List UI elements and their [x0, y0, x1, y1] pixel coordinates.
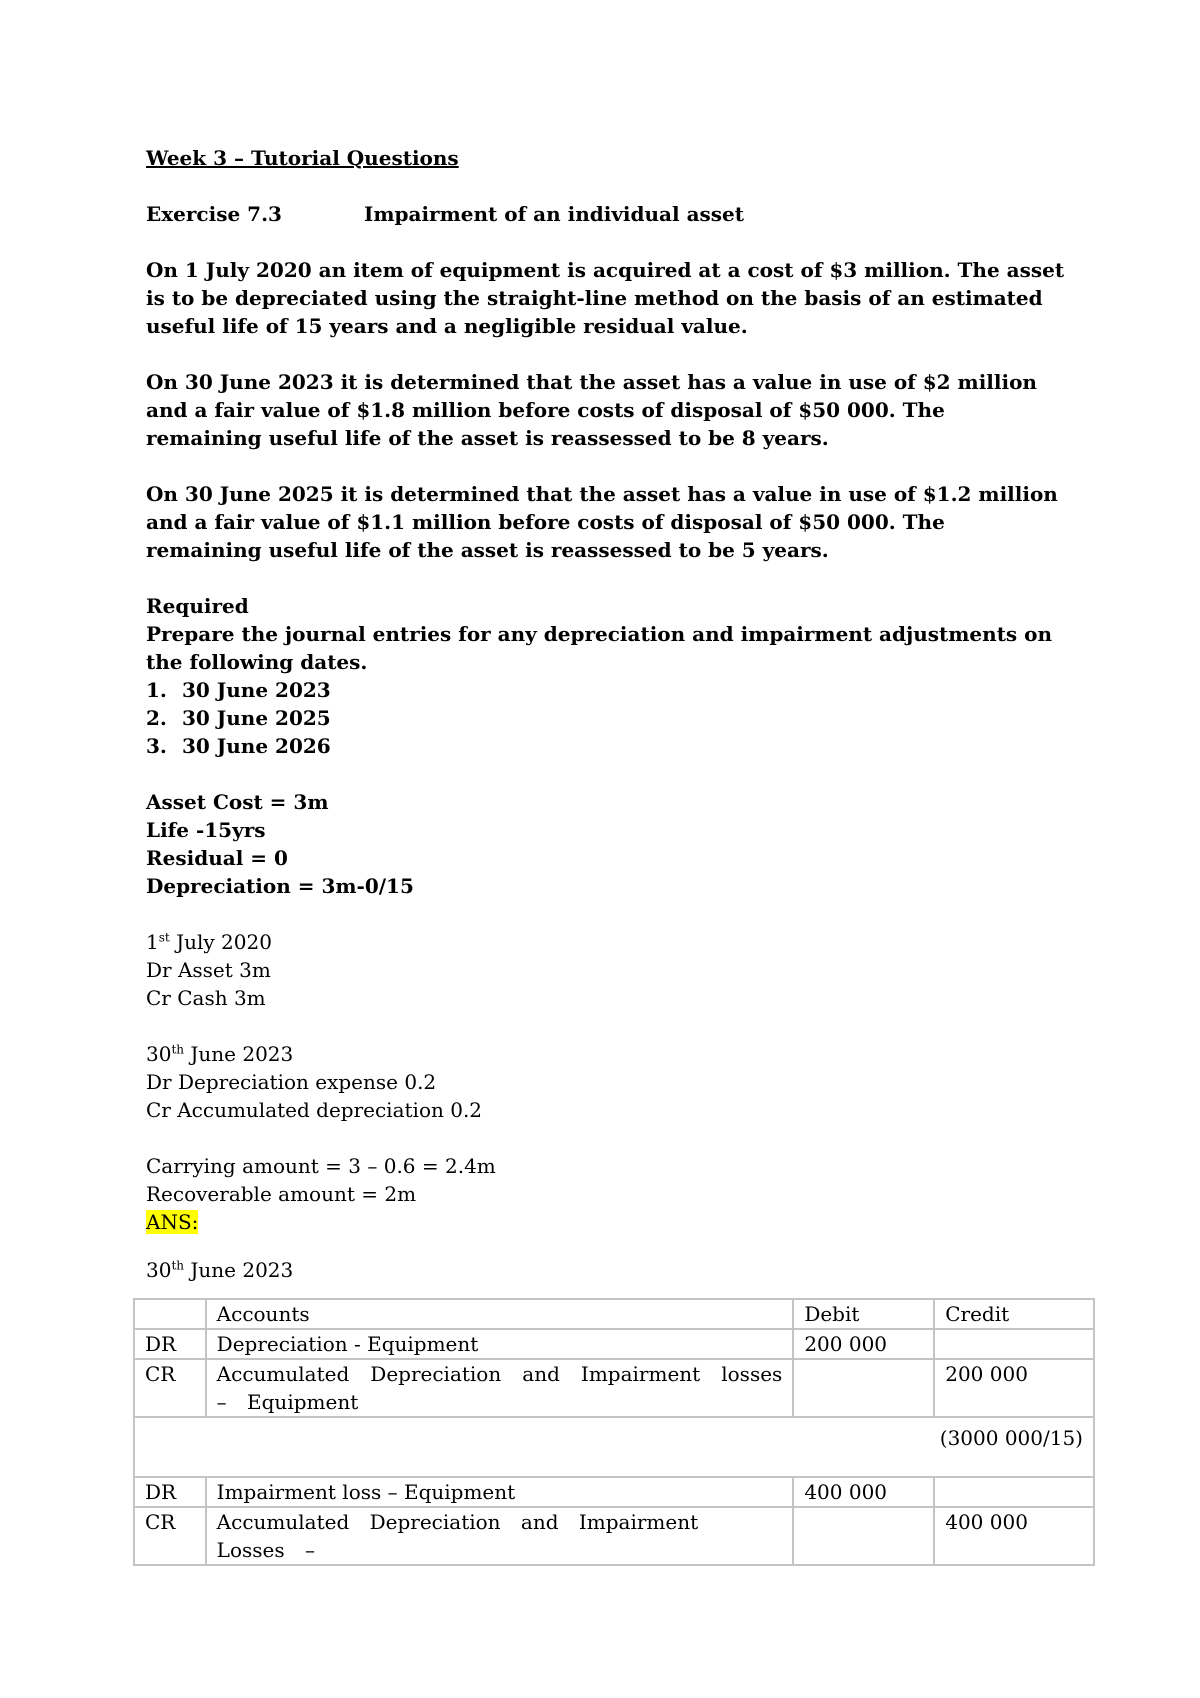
list-item — [146, 676, 1066, 704]
table-header-cell — [134, 1299, 206, 1329]
entry-credit-line: Cr Cash 3m — [146, 986, 266, 1010]
journal-table — [133, 1298, 1095, 1566]
debit-cell: 400 000 — [793, 1477, 934, 1507]
account-cell: Depreciation - Equipment — [206, 1329, 794, 1359]
page-title: Week 3 – Tutorial Questions — [146, 146, 459, 170]
amounts-block — [146, 1152, 1066, 1236]
entry-debit-line: Dr Depreciation expense 0.2 — [146, 1070, 437, 1094]
list-item-number: 1. — [146, 678, 167, 702]
table-row — [134, 1507, 1094, 1565]
calculation-note-cell — [134, 1417, 1094, 1477]
date-suffix: th — [171, 1042, 185, 1057]
entry-type-cell: CR — [134, 1507, 206, 1565]
answer-label: ANS: — [146, 1210, 199, 1234]
required-section — [146, 592, 1066, 760]
table-row — [134, 1359, 1094, 1417]
entry-type-cell: DR — [134, 1477, 206, 1507]
required-text: Prepare the journal entries for any depreciation and impairment adjustments on the following dates. — [146, 622, 1053, 674]
acquisition-entry — [146, 928, 1066, 1012]
list-item-label: 30 June 2025 — [182, 706, 331, 730]
asset-cost-line: Asset Cost = 3m — [146, 790, 329, 814]
entry-debit-line: Dr Asset 3m — [146, 958, 271, 982]
residual-line: Residual = 0 — [146, 846, 288, 870]
exercise-number: Exercise 7.3 — [146, 202, 282, 226]
table-header-cell: Credit — [934, 1299, 1094, 1329]
entry-type-cell: DR — [134, 1329, 206, 1359]
calculation-note: (3000 000/15) — [939, 1426, 1083, 1450]
depreciation-entry — [146, 1040, 1066, 1124]
required-heading: Required — [146, 594, 249, 618]
table-row — [134, 1329, 1094, 1359]
entry-credit-line: Cr Accumulated depreciation 0.2 — [146, 1098, 483, 1122]
date-month-year: June 2023 — [184, 1042, 294, 1066]
required-dates-list — [146, 676, 1066, 760]
entry-type-cell: CR — [134, 1359, 206, 1417]
carrying-amount-line: Carrying amount = 3 – 0.6 = 2.4m — [146, 1154, 496, 1178]
credit-cell — [934, 1477, 1094, 1507]
credit-cell: 200 000 — [934, 1359, 1094, 1417]
table-header-cell: Debit — [793, 1299, 934, 1329]
list-item-number: 3. — [146, 734, 167, 758]
list-item-label: 30 June 2026 — [182, 734, 331, 758]
date-day: 1 — [146, 930, 159, 954]
date-suffix: st — [158, 930, 170, 945]
recoverable-amount-line: Recoverable amount = 2m — [146, 1182, 417, 1206]
debit-cell: 200 000 — [793, 1329, 934, 1359]
account-cell: Accumulated Depreciation and Impairment Losses – — [206, 1507, 794, 1565]
table-header-cell: Accounts — [206, 1299, 794, 1329]
depreciation-line: Depreciation = 3m-0/15 — [146, 874, 414, 898]
life-line: Life -15yrs — [146, 818, 266, 842]
list-item — [146, 732, 1066, 760]
account-cell: Accumulated Depreciation and Impairment losses – Equipment — [206, 1359, 794, 1417]
list-item-label: 30 June 2023 — [182, 678, 331, 702]
table-row — [134, 1477, 1094, 1507]
debit-cell — [793, 1359, 934, 1417]
account-cell: Impairment loss – Equipment — [206, 1477, 794, 1507]
date-suffix: th — [171, 1258, 185, 1273]
credit-cell: 400 000 — [934, 1507, 1094, 1565]
list-item — [146, 704, 1066, 732]
credit-cell — [934, 1329, 1094, 1359]
table-header-row — [134, 1299, 1094, 1329]
date-day: 30 — [146, 1258, 172, 1282]
answer-label-row — [146, 1208, 1066, 1236]
entry-date — [146, 928, 1066, 956]
question-paragraph-2: On 30 June 2023 it is determined that the asset has a value in use of $2 million and a fair value of $1.8 million before costs of disposal of $50 000. The remaining useful life of the asset is reassessed to be 8 years. — [146, 370, 1037, 450]
debit-cell — [793, 1507, 934, 1565]
table-row — [134, 1417, 1094, 1477]
date-month-year: July 2020 — [169, 930, 272, 954]
exercise-heading — [146, 200, 1066, 228]
calculation-block — [146, 788, 1066, 900]
date-month-year: June 2023 — [184, 1258, 294, 1282]
question-paragraph-3: On 30 June 2025 it is determined that the asset has a value in use of $1.2 million and a fair value of $1.1 million before costs of disposal of $50 000. The remaining useful life of the asset is reassessed to be 5 years. — [146, 482, 1058, 562]
exercise-name: Impairment of an individual asset — [364, 202, 745, 226]
question-paragraph-1: On 1 July 2020 an item of equipment is acquired at a cost of $3 million. The asset is to be depreciated using the straight-line method on the basis of an estimated useful life of 15 years and a negligible residual value. — [146, 258, 1065, 338]
list-item-number: 2. — [146, 706, 167, 730]
entry-date — [146, 1040, 1066, 1068]
table-date — [146, 1256, 1066, 1284]
date-day: 30 — [146, 1042, 172, 1066]
